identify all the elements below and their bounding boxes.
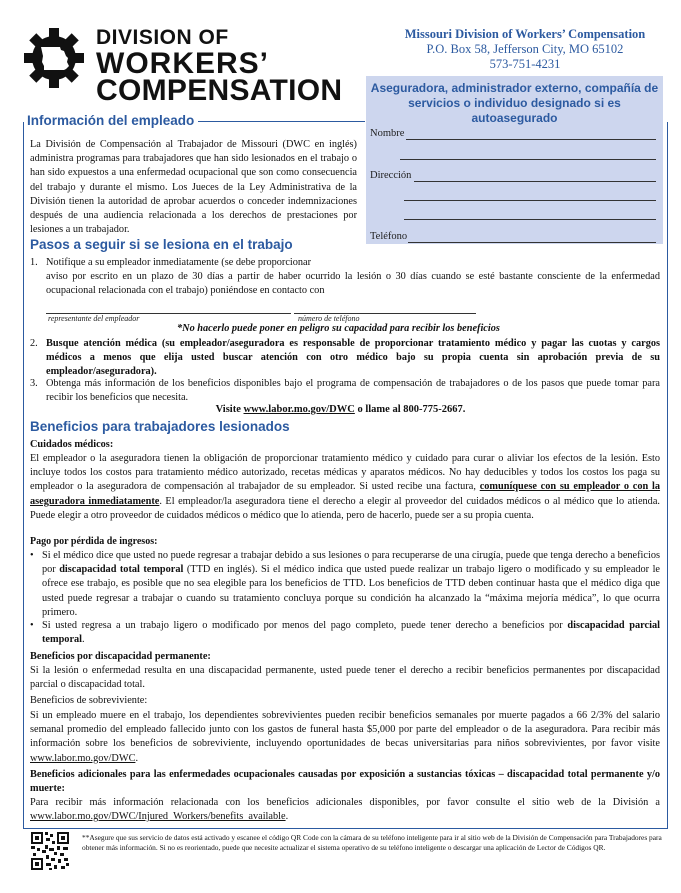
visit-suffix: o llame al 800-775-2667. xyxy=(357,404,466,415)
phone-field-label: Teléfono xyxy=(370,231,408,242)
dwc-website-link[interactable]: www.labor.mo.gov/DWC xyxy=(243,404,355,415)
employer-rep-label: representante del empleador xyxy=(48,314,140,323)
step-1-number: 1. xyxy=(30,257,38,268)
step-item-3 xyxy=(30,377,660,405)
survivor-benefits-title: Beneficios de sobreviviente: xyxy=(30,695,148,706)
qr-footnote: **Asegure que sus servicio de datos está activado y escanee el código QR Code con la cámara de su teléfono inteligente para ir al sitio web de la División de Compensación para Trabajadores para obtener más información. Si no es reorientado, puede que necesite actualizar el sistema operativo de su teléfono inteligente o descargar una aplicación de Lector de Códigos QR. xyxy=(82,833,662,852)
bullet-1-text-b: (TTD en inglés). Si el médico indica que usted puede realizar un trabajo ligero o modificado y su empleador le ofrece ese trabajo, es posible que no sea elegible para los beneficios de TTD. Los beneficios de TTD deben continuar hasta que el médico diga que usted puede regresar a trabajar o cuando su tratamiento concluya porque su condición ha alcanzado la “máxima mejoría médica”, lo que ocurra primero. xyxy=(42,564,661,618)
bullet-1-text-a: Si el médico dice que usted no puede regresar a trabajar debido a sus lesiones o para recuperarse de una cirugía, puede que tenga derecho a beneficios por xyxy=(42,550,660,576)
medical-care-title: Cuidados médicos: xyxy=(30,439,114,450)
survivor-end: . xyxy=(135,752,139,764)
benefits-available-link[interactable]: www.labor.mo.gov/DWC/Injured_Workers/benefits_available xyxy=(30,811,286,823)
toxic-text: Para recibir más información relacionada con los beneficios adicionales disponibles, por favor consulte el sitio web de la División a xyxy=(30,797,660,808)
benefits-heading: Beneficios para trabajadores lesionados xyxy=(30,419,290,434)
step-item-2 xyxy=(30,337,660,378)
employee-info-body: La División de Compensación al Trabajador de Missouri (DWC en inglés) administra programas para trabajadores que han sido lesionados en el trabajo o han sido expuestos a una enfermedad ocupacional que son como consecuencia del trabajo y durante el mismo. Los Jueces de la Ley Administrativa de la División tienen la autoridad de aprobar acuerdos o conceder indemnizaciones después de una audiencia relacionada a los derechos de prestaciones por lesiones a un trabajador. xyxy=(30,139,357,236)
employer-phone-label: número de teléfono xyxy=(298,314,360,323)
lost-wages-bullet-1 xyxy=(30,549,660,620)
name-field-label: Nombre xyxy=(370,128,405,139)
survivor-text: Si un empleado muere en el trabajo, los dependientes sobrevivientes pueden recibir beneficios semanales por muerte pagados a 66 2/3% del salario semanal promedio del empleado fallecido junto con los gastos de funeral hasta $5,000 por parte del empleador o de la aseguradora. Para recibir más información sobre los beneficios de sobreviviente, incluyendo oportunidades de becas universitarias para niños sobrevivientes, por favor visite xyxy=(30,710,660,750)
survivor-benefits-body xyxy=(30,709,660,766)
medical-care-text-b: . El empleador/la aseguradora tiene el derecho a elegir al proveedor del cuidados médicos o al médico que lo atienda. Puede elegir a otro proveedor de cuidados médicos o médico que lo atienda, pero de hacerlo, puede ser a su propia cuenta. xyxy=(30,495,660,521)
header-phone: 573-751-4231 xyxy=(489,57,561,71)
step-3-text: Obtenga más información de los beneficios disponibles bajo el programa de compensación de trabajadores o de los pasos que puede tomar para recibir los beneficios que necesita. xyxy=(46,378,660,403)
step-1-text-a: Notifique a su empleador inmediatamente (se debe proporcionar xyxy=(46,257,312,268)
medical-care-text-a: El empleador o la aseguradora tienen la obligación de proporcionar tratamiento médico y cuidado para curar o aliviar los efectos de la lesión. Esto incluye todos los costos para tratamiento médico autorizado, recetas médicas y aparatos médicos. No hay deducibles y todos los costos los paga su empleador o la aseguradora de compensación al trabajador de su empleador. Si usted recibe una factura, xyxy=(30,453,660,493)
bullet-2-bold: discapacidad parcial temporal xyxy=(42,620,660,646)
insurer-box-title: Aseguradora, administrador externo, compañía de servicios o individuo designado si es autoasegurado xyxy=(370,81,659,125)
bullet-icon: • xyxy=(30,550,34,561)
toxic-exposure-body xyxy=(30,796,660,824)
survivor-website-link[interactable]: www.labor.mo.gov/DWC xyxy=(30,752,136,764)
medical-care-body xyxy=(30,452,660,523)
main-border-top-segment xyxy=(195,121,365,122)
logo-line-compensation: COMPENSATION xyxy=(96,74,343,107)
warning-note: *No hacerlo puede poner en peligro su capacidad para recibir los beneficios xyxy=(177,323,500,334)
medical-care-contact-emphasis: comuníquese con su empleador o con la aseguradora inmediatamente xyxy=(30,481,661,507)
bullet-icon: • xyxy=(30,620,34,631)
header-address: P.O. Box 58, Jefferson City, MO 65102 xyxy=(426,42,624,56)
toxic-exposure-title: Beneficios adicionales para las enfermedades ocupacionales causadas por exposición a sustancias tóxicas – discapacidad total permanente y/o muerte: xyxy=(30,769,660,795)
toxic-end: . xyxy=(285,811,289,823)
step-2-number: 2. xyxy=(30,338,38,349)
logo-line-workers: WORKERS’ xyxy=(96,47,269,80)
lost-wages-bullet-2 xyxy=(30,619,660,647)
header-org-name: Missouri Division of Workers’ Compensation xyxy=(404,27,646,41)
step-item-1 xyxy=(30,256,660,297)
step-3-number: 3. xyxy=(30,378,38,389)
steps-heading: Pasos a seguir si se lesiona en el trabajo xyxy=(30,237,293,252)
employee-info-heading: Información del empleado xyxy=(27,113,198,128)
permanent-disability-title: Beneficios por discapacidad permanente: xyxy=(30,651,211,662)
visit-line xyxy=(0,404,681,415)
bullet-2-text-b: . xyxy=(82,634,85,646)
step-2-text: Busque atención médica (su empleador/aseguradora es responsable de proporcionar tratamiento médico y pagar las cuotas y cargos médicos a menos que elija usted buscar atención con otro médico bajo su propia cuenta sin aprobación previa de su empleador/aseguradora). xyxy=(46,338,660,377)
gear-missouri-logo-icon xyxy=(22,26,86,90)
bullet-2-text-a: Si usted regresa a un trabajo ligero o modificado por menos del pago completo, puede tener derecho a beneficios por xyxy=(42,620,563,631)
visit-prefix: Visite xyxy=(215,404,241,415)
logo-line-division: DIVISION OF xyxy=(96,26,229,49)
qr-code-icon[interactable] xyxy=(30,831,70,871)
step-1-text-b: aviso por escrito en un plazo de 30 días a partir de haber ocurrido la lesión o 30 días cuando se esté bastante consciente de la enfermedad ocupacional relacionada con el trabajo) poniéndose en contacto con xyxy=(46,270,660,296)
bullet-1-bold: discapacidad total temporal xyxy=(59,564,184,576)
lost-wages-title: Pago por pérdida de ingresos: xyxy=(30,536,158,547)
address-field-label: Dirección xyxy=(370,170,412,181)
permanent-disability-body: Si la lesión o enfermedad resulta en una discapacidad permanente, usted puede tener el derecho a recibir beneficios permanentes por discapacidad parcial o discapacidad total. xyxy=(30,665,660,691)
